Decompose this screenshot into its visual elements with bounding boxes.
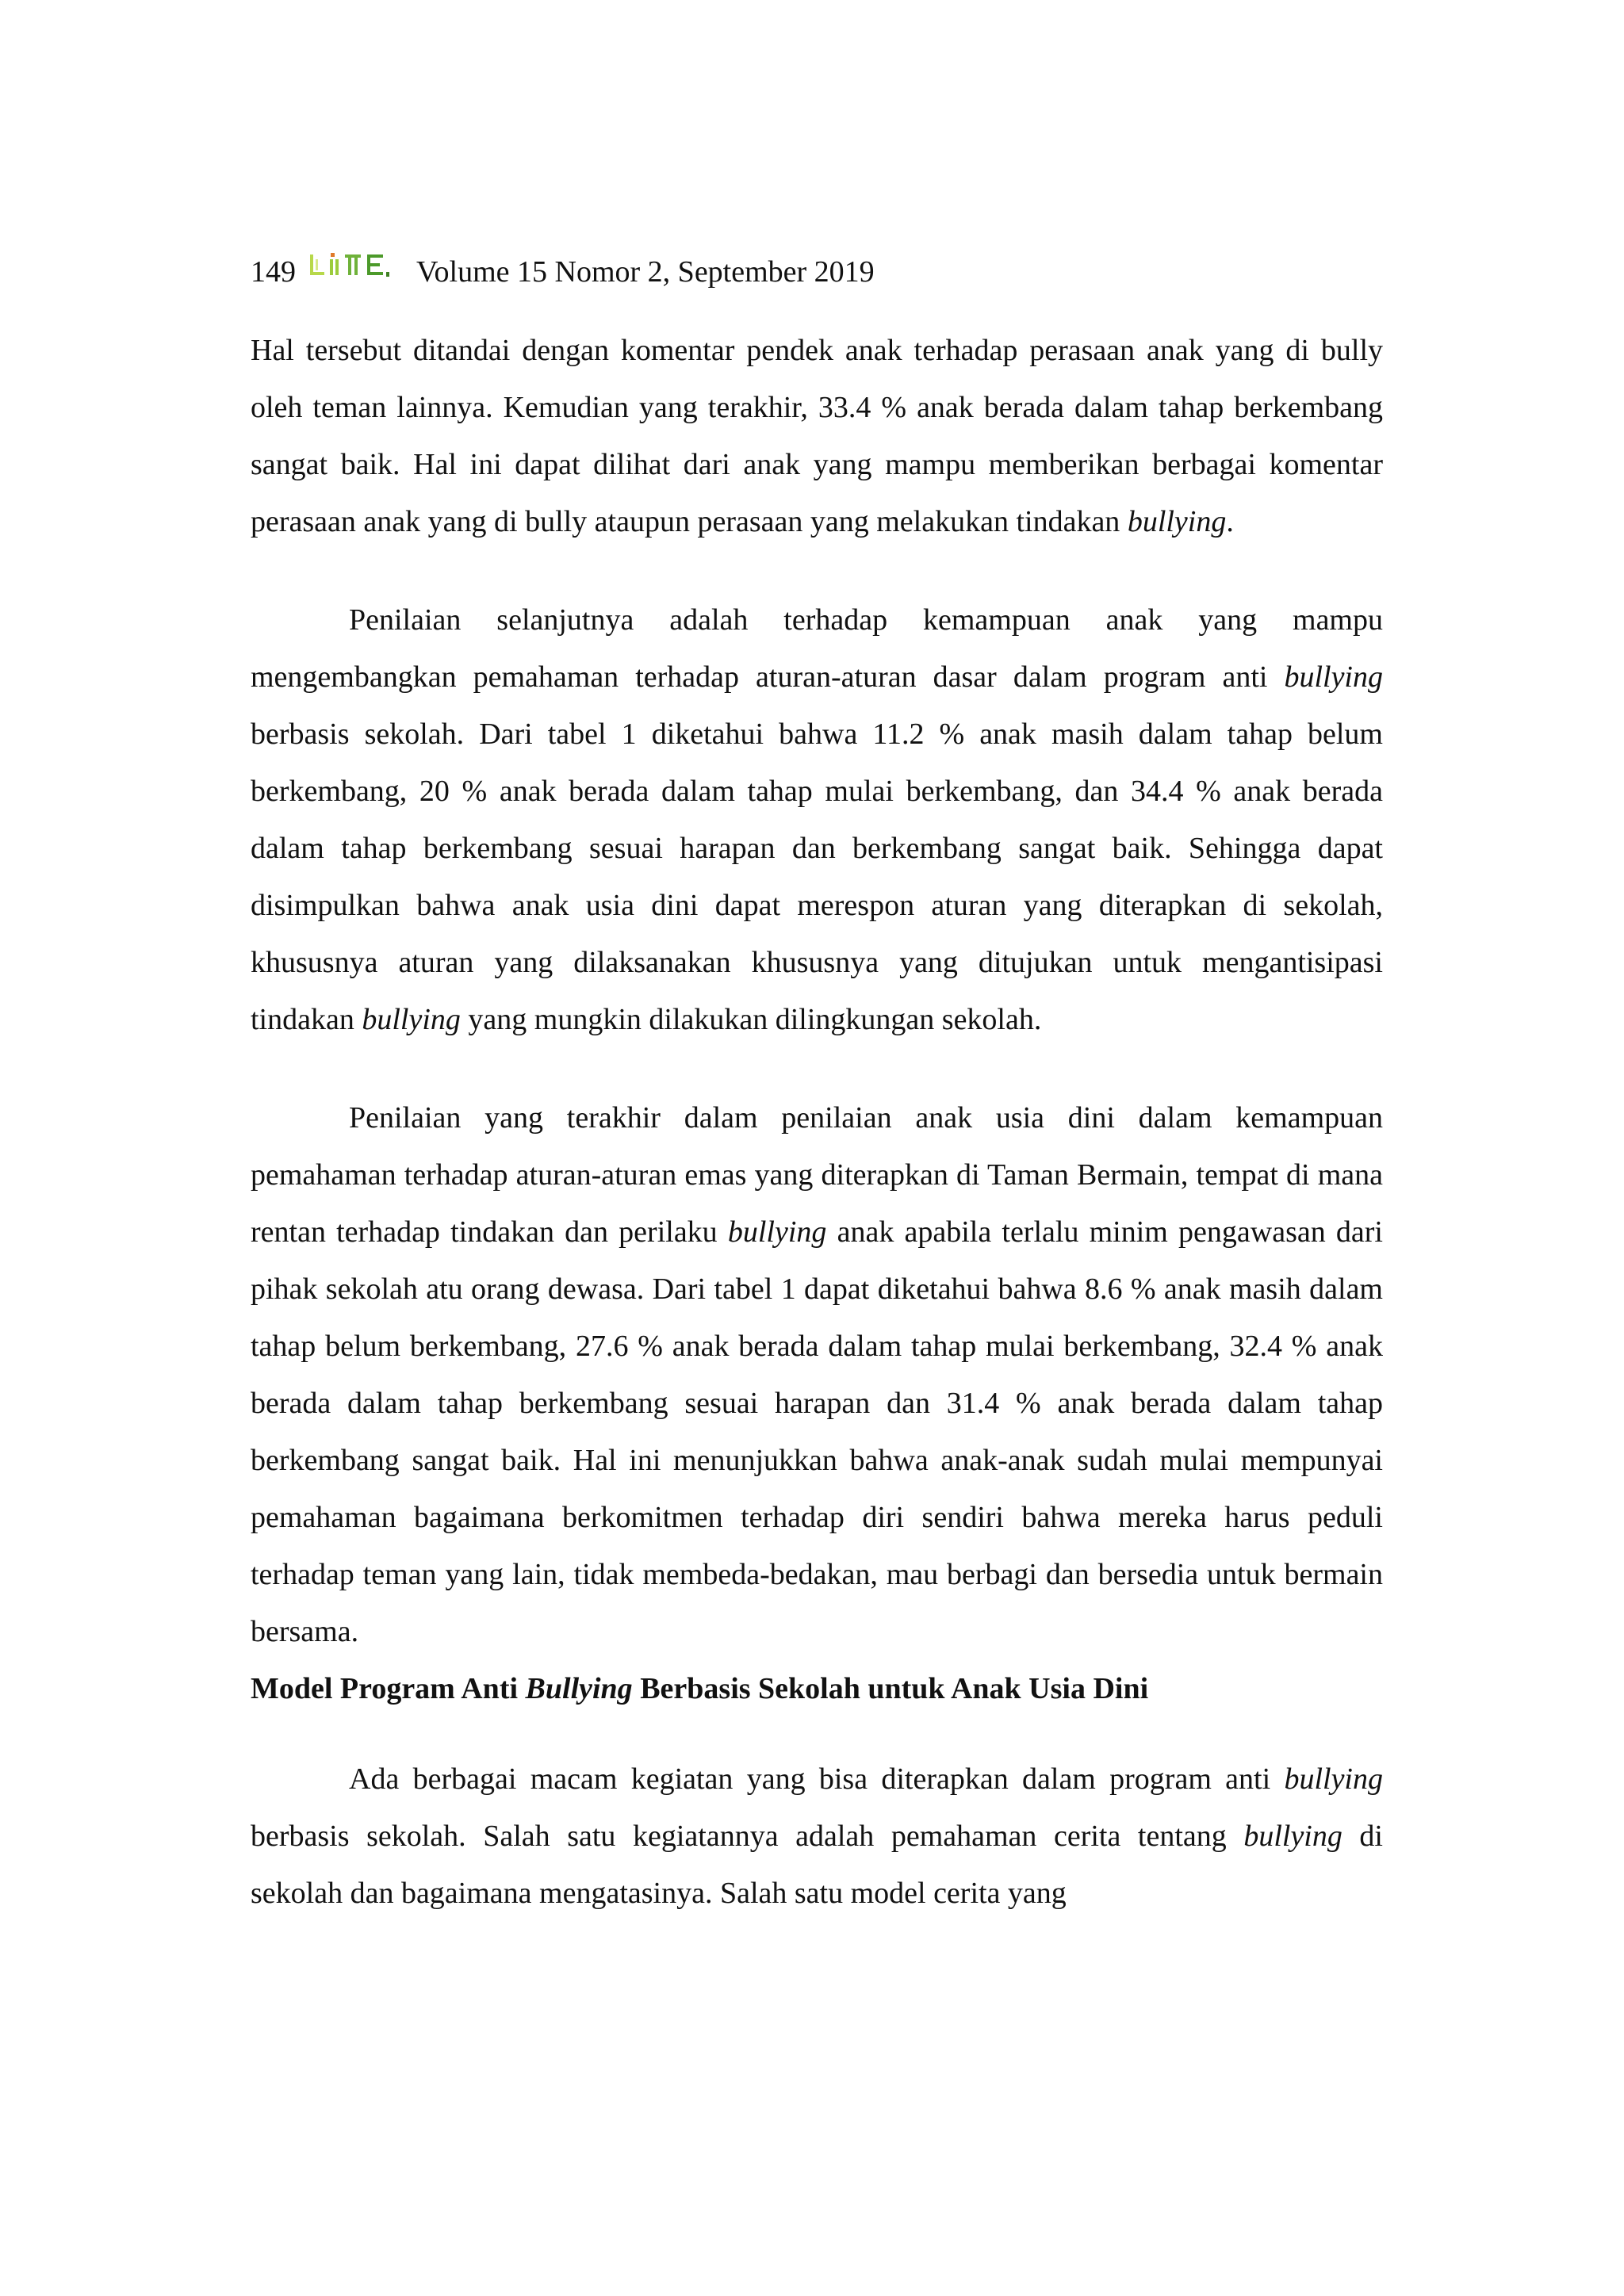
paragraph-2-text-2: berbasis sekolah. Dari tabel 1 diketahui bahwa 11.2 % anak masih dalam tahap belum berkembang, 20 % anak berada dalam tahap mulai berkembang, dan 34.4 % anak berada dalam tahap berkembang sesuai harapan dan berkembang sangat baik. Sehingga dapat disimpulkan bahwa anak usia dini dapat merespon aturan yang diterapkan di sekolah, khususnya aturan yang dilaksanakan khususnya yang ditujukan untuk mengantisipasi tindakan <box>251 718 1383 1036</box>
running-header <box>251 252 875 292</box>
section-heading-text-1: Model Program Anti <box>251 1672 526 1705</box>
paragraph-2-italic-2: bullying <box>362 1003 461 1036</box>
paragraph-3-italic-1: bullying <box>727 1215 827 1249</box>
paragraph-1-text-1: Hal tersebut ditandai dengan komentar pendek anak terhadap perasaan anak yang di bully oleh teman lainnya. Kemudian yang terakhir, 33.4 % anak berada dalam tahap berkembang sangat baik. Hal ini dapat dilihat dari anak yang mampu memberikan berbagai komentar perasaan anak yang di bully ataupun perasaan yang melakukan tindakan <box>251 334 1383 538</box>
page-number: 149 <box>251 255 296 289</box>
paragraph-2-text-3: yang mungkin dilakukan dilingkungan sekolah. <box>460 1003 1042 1036</box>
article-body <box>251 322 1383 1922</box>
paragraph-4-text-1: Ada berbagai macam kegiatan yang bisa diterapkan dalam program anti <box>349 1762 1285 1796</box>
paragraph-4 <box>251 1751 1383 1922</box>
paragraph-2-italic-1: bullying <box>1284 660 1383 694</box>
paragraph-4-italic-2: bullying <box>1243 1820 1342 1853</box>
paragraph-1-italic-1: bullying <box>1127 505 1227 538</box>
section-heading-italic: Bullying <box>525 1672 633 1705</box>
paragraph-2-text-1: Penilaian selanjutnya adalah terhadap kemampuan anak yang mampu mengembangkan pemahaman terhadap aturan-aturan dasar dalam program anti <box>251 603 1383 694</box>
paragraph-2 <box>251 591 1383 1048</box>
journal-issue: Volume 15 Nomor 2, September 2019 <box>416 255 875 289</box>
paragraph-1-text-2: . <box>1226 505 1234 538</box>
section-heading <box>251 1660 1383 1717</box>
paragraph-4-italic-1: bullying <box>1284 1762 1383 1796</box>
paragraph-1 <box>251 322 1383 550</box>
paragraph-4-text-2: berbasis sekolah. Salah satu kegiatannya adalah pemahaman cerita tentang <box>251 1820 1244 1853</box>
paragraph-3-text-1: Penilaian yang terakhir dalam penilaian anak usia dini dalam kemampuan pemahaman terhadap aturan-aturan emas yang diterapkan di Taman Bermain, tempat di mana rentan terhadap tindakan dan perilaku <box>251 1101 1383 1249</box>
paragraph-4-text-3: di sekolah dan bagaimana mengatasinya. Salah satu model cerita yang <box>251 1820 1383 1910</box>
journal-logo-icon <box>308 249 402 289</box>
paragraph-3 <box>251 1089 1383 1660</box>
paragraph-3-text-2: anak apabila terlalu minim pengawasan dari pihak sekolah atu orang dewasa. Dari tabel 1 dapat diketahui bahwa 8.6 % anak masih dalam tahap belum berkembang, 27.6 % anak berada dalam tahap mulai berkembang, 32.4 % anak berada dalam tahap berkembang sesuai harapan dan 31.4 % anak berada dalam tahap berkembang sangat baik. Hal ini menunjukkan bahwa anak-anak sudah mulai mempunyai pemahaman bagaimana berkomitmen terhadap diri sendiri bahwa mereka harus peduli terhadap teman yang lain, tidak membeda-bedakan, mau berbagi dan bersedia untuk bermain bersama. <box>251 1215 1383 1648</box>
section-heading-text-2: Berbasis Sekolah untuk Anak Usia Dini <box>632 1672 1149 1705</box>
